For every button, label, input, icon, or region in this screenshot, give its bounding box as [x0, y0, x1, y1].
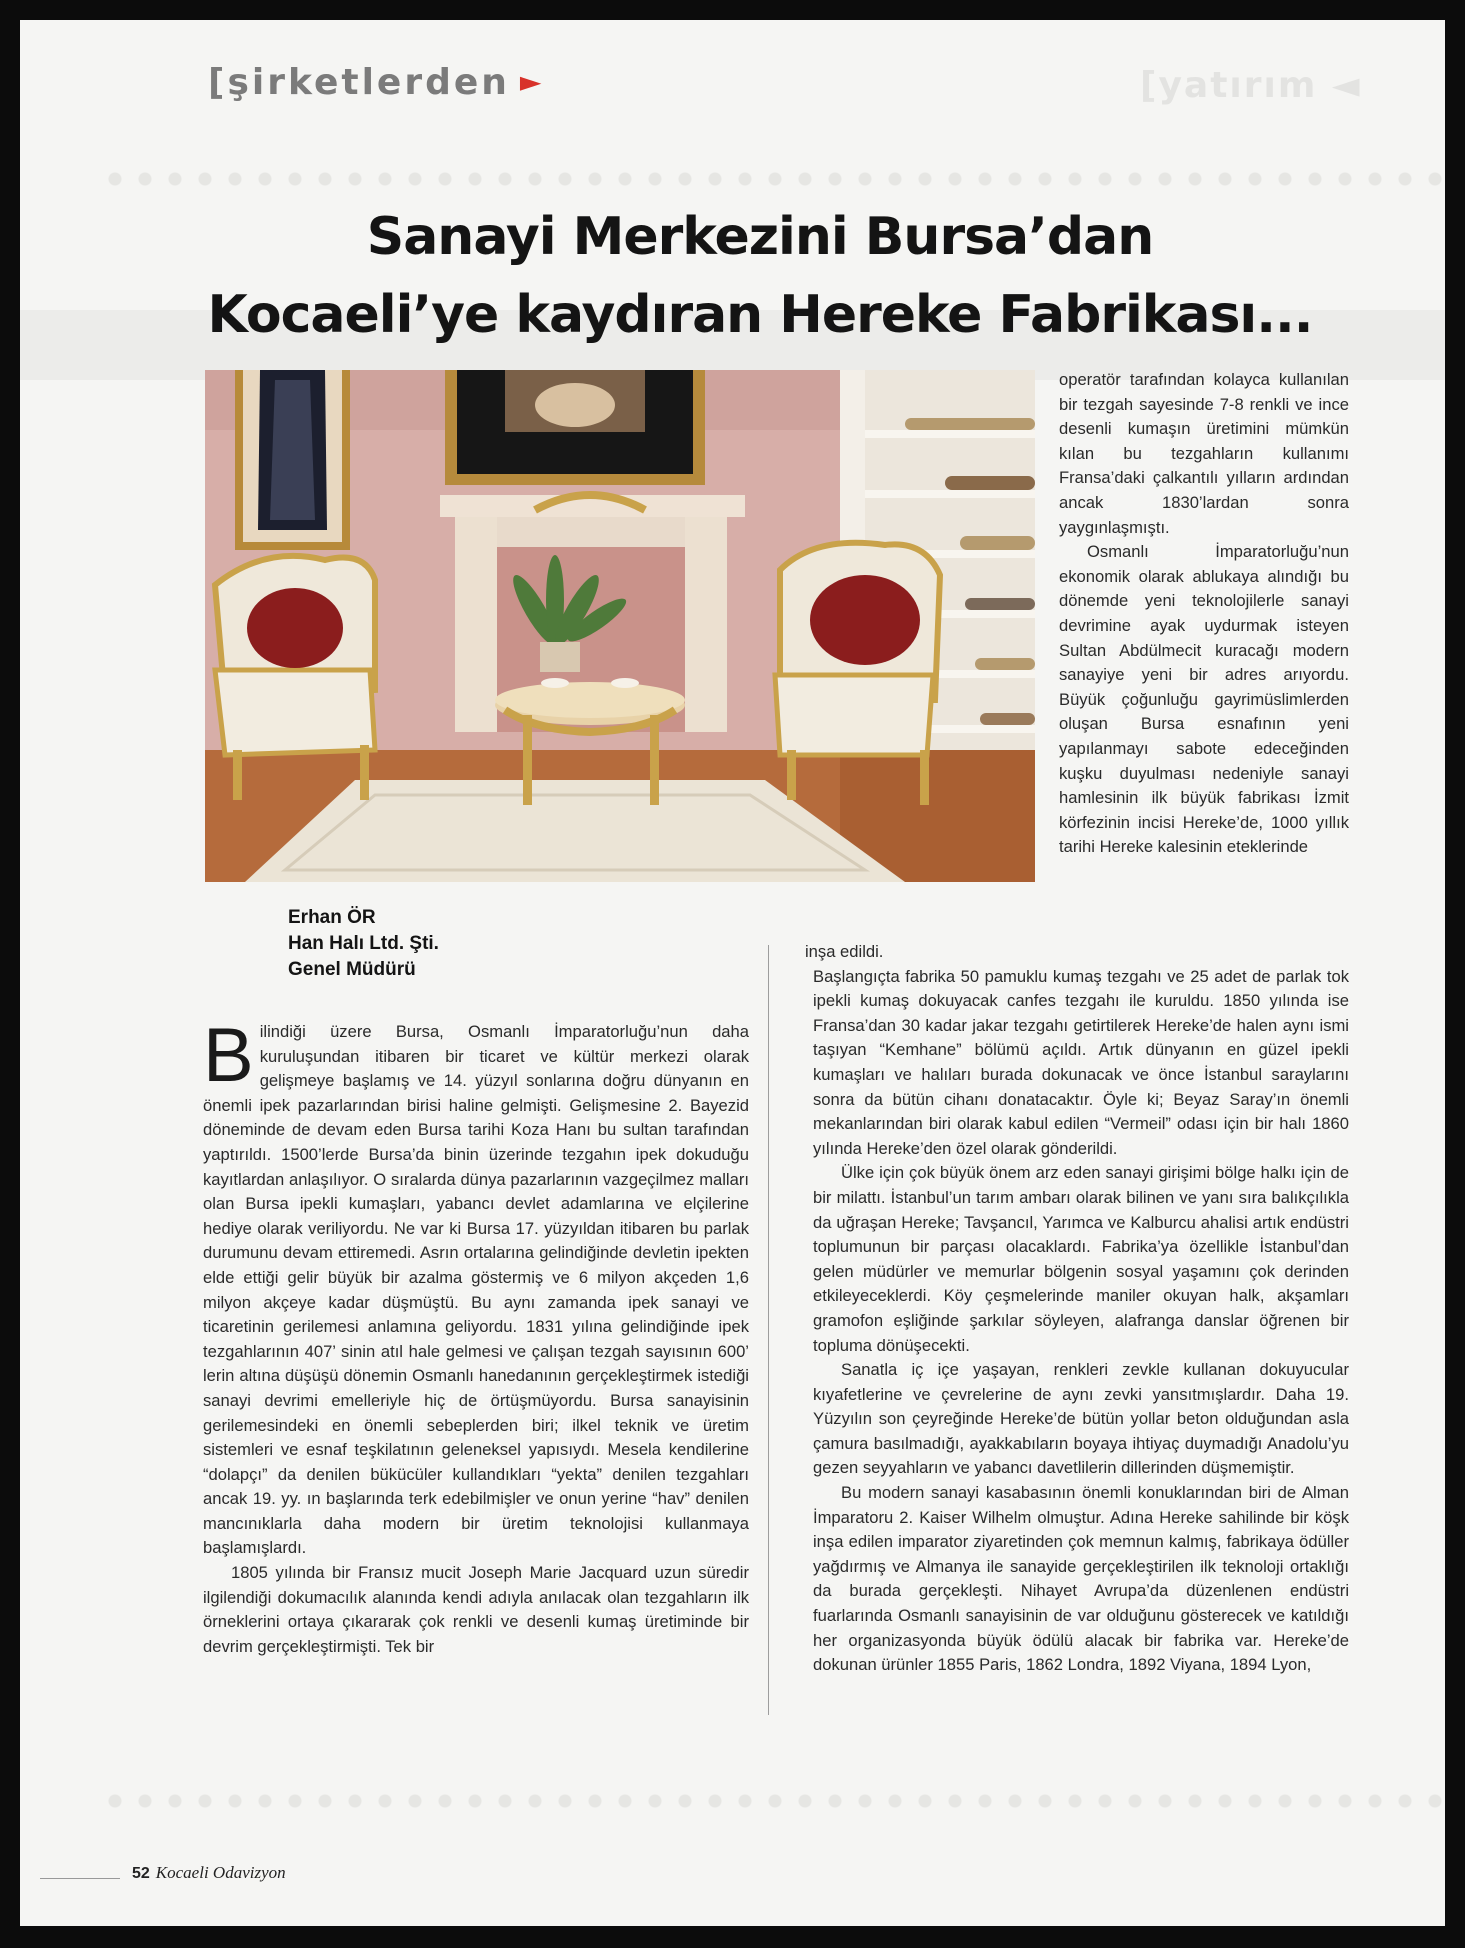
section-arrow-icon: ► — [519, 65, 545, 98]
showroom-photo — [205, 370, 1035, 882]
paragraph: 1805 yılında bir Fransız mucit Joseph Marie Jacquard uzun süredir ilgilendiği dokumacılık alanında kendi adıyla anılacak olan tezgahların ilk örneklerini ortaya çıkararak çok renkli ve desenli kumaş üretiminde bir devrim gerçekleştirmişti. Tek bir — [203, 1563, 749, 1656]
paragraph-text: ilindiği üzere Bursa, Osmanlı İmparatorluğu’nun daha kuruluşundan itibaren bir ticaret ve kültür merkezi olarak gelişmeye başlamış ve 14. yüzyıl sonlarına doğru dünyanın en önemli ipek pazarlarından birisi haline gelmişti. Gelişmesine 2. Bayezid döneminde de devam eden Bursa tarihi Koza Hanı bu sultan tarafından yaptırıldı. 1500’lerde Bursa’da binin üzerinde tezgahın ipek dokuduğu kayıtlardan anlaşılıyor. O sıralarda dünya pazarlarının vazgeçilmez malları olan Bursa ipekli kumaşları, yabancı devlet adamlarına ve elçilerine hediye olarak veriliyordu. Ne var ki Bursa 17. yüzyıldan itibaren bu parlak durumunu devam ettiremedi. Asrın ortalarına gelindiğinde devletin ipekten elde ettiği gelir büyük bir azalma göstermiş ve 6 milyon akçeden 1,6 milyon akçeye kadar düşmüştü. Bu aynı zamanda ipek sanayi ve ticaretinin gerilemesi anlamına geliyordu. 1831 yılına gelindiğinde ipek tezgahlarının 407’ sinin atıl hale gelmesi ve çalışan tezgah sayısının 600’ lerin altına düşüşü dönemin Osmanlı hanedanının gerçekleştirmek istediği sanayi devrimi emelleriyle hiç de örtüşmüyordu. Bursa sanayisinin gerilemesindeki en önemli sebeplerden biri; ilkel teknik ve üretim sistemleri ve esnaf teşkilatının geleneksel yapısıydı. Mesela kendilerine “dolapçı” da denilen bükücüler kullandıkları “yekta” denilen tezgahları ancak 19. yy. ın başlarında terk edebilmişler ve onun yerine “hav” denilen mancınıklarla daha modern bir üretim teknolojisi kullanmaya başlamışlardı. — [203, 1022, 749, 1558]
magazine-page — [20, 20, 1445, 1926]
paragraph: Bu modern sanayi kasabasının önemli konuklarından biri de Alman İmparatoru 2. Kaiser Wilhelm olmuştur. Adına Hereke sahilinde bir köşk inşa edilen imparator ziyaretinden çok memnun kalmış, fabrikaya ödüller yağdırmış ve Almanya ile sanayide gerçekleştirilen ilk teknoloji ortaklığı da burada gerçekleşti. Nihayet Avrupa’da düzenlenen endüstri fuarlarında Osmanlı sanayisinin de var olduğunu gösterecek ve katıldığı her organizasyonda büyük ödülü alacak bir fabrika var. Hereke’de dokunan ürünler 1855 Paris, 1862 Londra, 1892 Viyana, 1894 Lyon, — [813, 1483, 1349, 1675]
paragraph: operatör tarafından kolayca kullanılan bir tezgah sayesinde 7-8 renkli ve ince desenli kumaşın üretimini mümkün kılan bu tezgahların kullanımı Fransa’daki çalkantılı yılların ardından ancak 1830’lardan sonra yaygınlaşmıştı. — [1059, 370, 1349, 537]
author-company: Han Halı Ltd. Şti. — [288, 933, 439, 954]
author-name: Erhan ÖR — [288, 907, 376, 928]
page-number: 52 — [132, 1865, 150, 1882]
bleed-through-pattern-bottom — [100, 1790, 1445, 1812]
author-title: Genel Müdürü — [288, 959, 416, 980]
headline-line-1: Sanayi Merkezini Bursa’dan — [366, 207, 1154, 267]
paragraph: Osmanlı İmparatorluğu’nun ekonomik olarak ablukaya alındığı bu dönemde yeni teknolojilerle sanayi devrimine ayak uydurmak isteyen Sultan Abdülmecit kuracağı modern sanayiye yeni bir adres arıyordu. Büyük çoğunluğu gayrimüslimlerden oluşan Bursa esnafının yeni yapılanmayı sabote edeceğinden kuşku duyulması nedeniyle sanayi hamlesinin ilk büyük fabrikası İzmit körfezinin incisi Hereke’de, 1000 yıllık tarihi Hereke kalesinin eteklerinde — [1059, 542, 1349, 857]
page-footer — [132, 1863, 286, 1883]
paragraph-intro — [203, 1013, 749, 1561]
section-tag-label: [şirketlerden — [208, 62, 510, 103]
article-headline — [170, 198, 1350, 354]
drop-cap: B — [203, 1013, 254, 1098]
magazine-name: Kocaeli Odavizyon — [155, 1863, 286, 1882]
showroom-illustration — [205, 370, 1035, 882]
footer-rule — [40, 1878, 120, 1879]
bleed-through-tag: [yatırım ◄ — [1140, 65, 1362, 106]
column-divider — [768, 945, 769, 1715]
paragraph-continued: inşa edildi. — [805, 942, 884, 961]
column-right-top — [1059, 368, 1349, 860]
paragraph: Ülke için çok büyük önem arz eden sanayi girişimi bölge halkı için de bir milattı. İstanbul’un tarım ambarı olarak bilinen ve yanı sıra balıkçılıkla da uğraşan Hereke; Tavşancıl, Yarımca ve Kalburcu ahalisi artık endüstri toplumunun bir parçası olacaklardı. Fabrika’ya özellikle İstanbul’dan gelen müdürler ve memurlar bölgenin sosyal yaşamını çok derinden etkileyeceklerdi. Köy çeşmelerinde maniler okuyan halk, akşamları gramofon eşliğinde şarkılar söyleyen, alafranga danslar öğrenen bir topluma dönüşecekti. — [813, 1163, 1349, 1355]
column-left — [203, 1013, 749, 1659]
bleed-through-pattern — [100, 168, 1445, 190]
paragraph: Sanatla iç içe yaşayan, renkleri zevkle kullanan dokuyucular kıyafetlerine ve çevrelerine de aynı zevki yansıtmışlardır. Daha 19. Yüzyılın son çeyreğinde Hereke’de bütün yollar beton olduğundan asla çamura basılmadığı, ayakkabıların boyaya ihtiyaç duymadığı Anadolu’yu gezen seyyahların ve yabancı davetlilerin dillerinden düşmemiştir. — [813, 1360, 1349, 1478]
section-tag — [208, 62, 544, 103]
paragraph: Başlangıçta fabrika 50 pamuklu kumaş tezgahı ve 25 adet de parlak tok ipekli kumaş dokuyacak canfes tezgahı ile kuruldu. 1850 yılında ise Fransa’dan 30 kadar jakar tezgahı getirtilerek Hereke’de halen aynı ismi taşıyan “Kemhane” bölümü açıldı. Artık dünyanın en güzel ipekli kumaşları ve halıları burada dokunacak ve önce İstanbul saraylarını sonra da bütün cihanı donatacaktır. Öyle ki; Beyaz Saray’ın önemli mekanlarından biri olarak kabul edilen “Vermeil” odası için bir halı 1860 yılında Hereke’den özel olarak gönderildi. — [813, 966, 1349, 1158]
column-right-bottom — [785, 940, 1349, 1678]
author-block — [288, 905, 439, 983]
headline-line-2: Kocaeli’ye kaydıran Hereke Fabrikası... — [207, 285, 1313, 345]
